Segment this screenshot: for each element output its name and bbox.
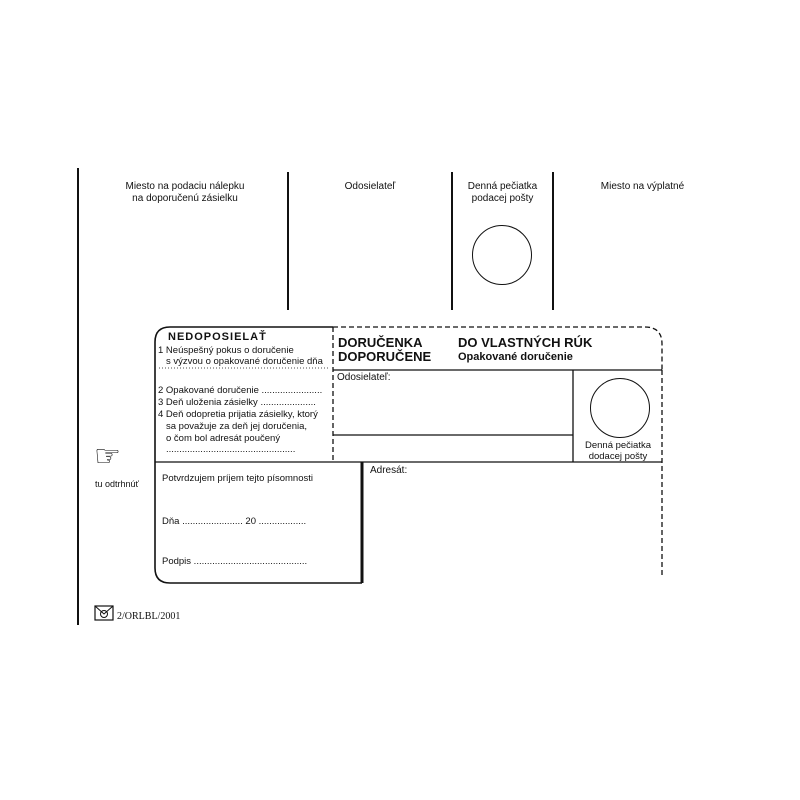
title-dorucenka: DORUČENKA: [338, 335, 423, 350]
top-sender-label: Odosielateľ: [344, 181, 396, 192]
item-4-line-b: sa považuje za deň jej doručenia,: [166, 421, 308, 432]
postage-place-label: Miesto na výplatné: [600, 181, 685, 192]
title-doporucene: DOPORUČENE: [338, 349, 432, 364]
posting-stamp-label: Denná pečiatka podacej pošty: [467, 181, 538, 204]
addressee-label: Adresát:: [370, 465, 408, 476]
date-field-line: Dňa ....................... 20 ..................: [162, 516, 307, 527]
item-4-line-c: o čom bol adresát poučený: [166, 433, 281, 444]
card-sender-label: Odosielateľ:: [337, 372, 391, 383]
post-logo-icon: [94, 605, 114, 621]
sticker-place-label: Miesto na podaciu nálepku na doporučenú zásielku: [125, 181, 245, 204]
tear-here-label: tu odtrhnúť: [95, 479, 139, 489]
item-1-line-b: s výzvou o opakované doručenie dňa: [166, 356, 323, 367]
do-not-forward-heading: NEDOPOSIELAŤ: [168, 331, 267, 343]
delivery-stamp-label: Denná pečiatka dodacej pošty: [584, 440, 652, 462]
signature-field-line: Podpis ...........................................: [162, 556, 308, 567]
item-2: 2 Opakované doručenie .......................: [158, 385, 323, 396]
form-code: 2/ORLBL/2001: [117, 611, 181, 622]
delivery-stamp-circle: [590, 378, 650, 438]
title-vlastnych-ruk: DO VLASTNÝCH RÚK: [458, 335, 593, 350]
title-opakovane: Opakované doručenie: [458, 351, 573, 363]
item-3: 3 Deň uloženia zásielky .....................: [158, 397, 316, 408]
pointing-hand-icon: ☞: [94, 439, 121, 474]
confirm-receipt-text: Potvrdzujem príjem tejto písomnosti: [162, 473, 314, 484]
item-4-line-a: 4 Deň odopretia prijatia zásielky, ktorý: [158, 409, 318, 420]
item-4-dots: .................................................: [166, 444, 296, 455]
item-1-line-a: 1 Neúspešný pokus o doručenie: [158, 345, 294, 356]
